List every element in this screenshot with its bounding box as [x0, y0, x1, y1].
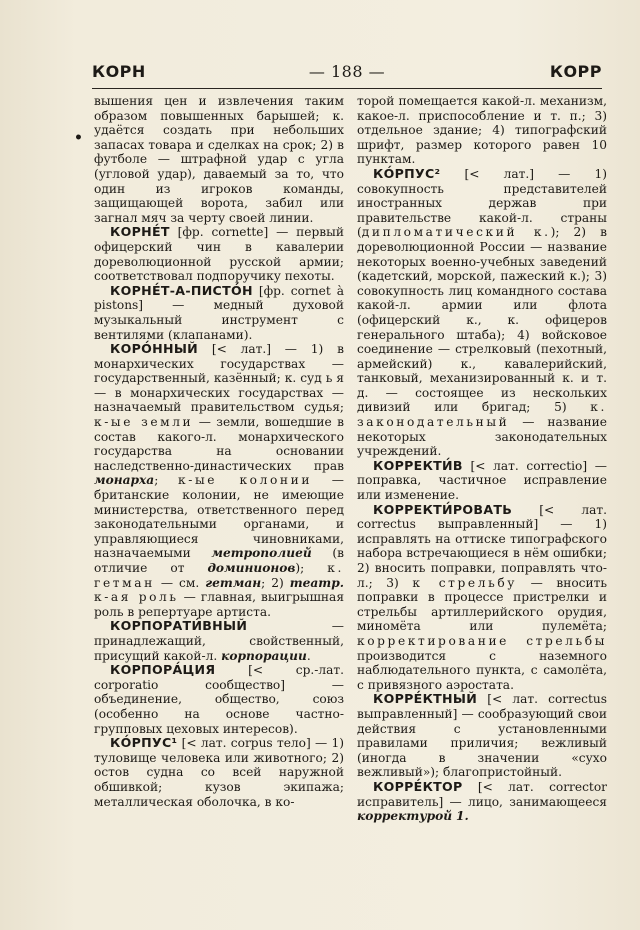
page-number: — 188 —	[308, 62, 386, 81]
headword: КОРНЕ́Т	[110, 224, 170, 240]
cross-reference: корректурой	[357, 809, 453, 824]
dictionary-entry	[357, 692, 607, 780]
headword: КОРРЕ́КТНЫЙ	[373, 691, 478, 707]
entry-text: вышения цен и извлечения таким образом повышенных барышей; к. удаётся создать при небольших запасах товара и сделках на срок; 2) в футболе — штрафной удар с угла (угловой удар), даваемый за то, что один из игроков команды, защищающей ворота, забил или загнал мяч за черту своей линии.	[94, 94, 344, 225]
spaced-phrase: к-ые колонии	[178, 473, 313, 488]
headword: КО́РПУС²	[373, 165, 441, 181]
entry-text: );	[295, 561, 328, 575]
dictionary-entry	[357, 780, 607, 824]
entry-text: — название некоторых законодательных учреждений.	[357, 415, 607, 459]
dictionary-entry	[94, 663, 344, 736]
cross-reference: монарха	[94, 473, 155, 488]
spaced-phrase: к. законодательный	[357, 400, 607, 430]
cross-reference: корпорации	[221, 648, 307, 663]
entry-text: (в отличие от	[94, 546, 344, 575]
page-header	[92, 62, 602, 88]
entry-text: — земли, вошедшие в состав какого-л. монархического государства на основании наследственно-династических прав	[94, 415, 344, 473]
spaced-phrase: корректирование стрельбы	[357, 633, 607, 648]
entry-text: [< лат.] — 1) в монархических государствах — государственный, казённый; к. суд ь я	[94, 342, 344, 386]
entry-text: [< лат.] — 1) совокупность представителей иностранных держав при правительстве какой-л. страны (	[357, 166, 607, 240]
entry-text: — в монархических государствах — назначаемый правительством судья;	[94, 385, 344, 415]
entry-text: [< лат. correctus выправленный] — 1) исправлять на оттиске типографского набора встречающиеся в нём ошибки; 2) вносить поправки, поправлять что-л.; 3)	[357, 502, 607, 590]
headword: КОРРЕКТИ́В	[373, 457, 463, 473]
headword: КОРРЕКТИ́РОВАТЬ	[373, 501, 513, 517]
cross-reference: метрополией	[211, 546, 312, 561]
entry-continuation	[94, 94, 344, 225]
entry-text: [< ср.-лат. corporatio сообщество] — объединение, общество, союз (особенно на основе частно-групповых цеховых интересов).	[94, 663, 344, 736]
entry-text: ;	[154, 473, 179, 488]
headword: КОРНЕ́Т-А-ПИСТО́Н	[110, 282, 253, 298]
entry-text: — британские колонии, не имеющие министерства, ответственного перед законодательными органами, и управляющиеся чиновниками, назначаемыми	[94, 473, 344, 561]
entry-text: производится с наземного наблюдательного пункта, с самолёта, с привязного аэростата.	[357, 648, 607, 692]
entry-text: — главная, выигрышная роль в репертуаре артиста.	[94, 590, 345, 619]
headword: КОРПОРАТИ́ВНЫЙ	[110, 618, 248, 634]
entry-text: ; 2)	[261, 575, 290, 590]
spaced-phrase: к-ая роль	[94, 590, 179, 605]
right-column	[357, 94, 607, 824]
spaced-phrase: дипломатический к.	[361, 225, 551, 240]
entry-text: [фр. cornet à pistons] — медный духовой музыкальный инструмент с вентилями (клапанами).	[94, 283, 344, 342]
entry-text: — принадлежащий, свойственный, присущий какой-л.	[94, 619, 344, 663]
entry-text: — см.	[154, 575, 206, 590]
dictionary-entry	[94, 619, 344, 663]
entry-text: — вносить поправки в процессе пристрелки и стрельбы артиллерийского орудия, миномёта или пулемёта;	[357, 575, 607, 634]
entry-continuation	[357, 94, 607, 167]
header-right-guideword: КОРР	[549, 62, 602, 81]
dictionary-entry	[94, 342, 344, 619]
entry-text: [< лат. correctio] — поправка, частичное исправление или изменение.	[357, 458, 607, 503]
spaced-phrase: к-ые земли	[94, 415, 194, 430]
entry-text: ); 2) в дореволюционной России — название некоторых военно-учебных заведений (кадетский, морской, пажеский к.); 3) совокупность лиц командного состава какой-л. армии или флота (офицерский к., к. офицеров генерального штаба); 4) войсковое соединение — стрелковый (пехотный, армейский) к., кавалерийский, танковый, механизированный к. и т. д. — состоящее из нескольких дивизий или бригад; 5)	[357, 225, 607, 415]
spaced-phrase: к. гетман	[94, 561, 344, 590]
cross-reference: театр.	[289, 575, 344, 590]
entry-text: [< лат. correctus выправленный] — сообразующий свои действия с установленными правилами приличия; вежливый (иногда в значении «сухо вежливый»); благопристойный.	[357, 692, 607, 780]
entry-text: [фр. cornette] — первый офицерский чин в кавалерии дореволюционной русской армии; соответствовал подпоручику пехоты.	[94, 225, 344, 284]
dictionary-entry	[94, 225, 344, 283]
dictionary-entry	[94, 284, 344, 342]
dictionary-entry	[357, 503, 607, 693]
spaced-phrase: к стрельбу	[412, 575, 518, 590]
left-column	[94, 94, 344, 809]
cross-reference: 1.	[456, 809, 469, 824]
header-left-guideword: КОРН	[92, 62, 146, 81]
headword: КОРРЕ́КТОР	[373, 778, 463, 794]
cross-reference: гетман	[205, 575, 262, 590]
header-rule	[92, 88, 602, 89]
dictionary-entry	[94, 736, 344, 809]
cross-reference: доминионов	[207, 561, 296, 575]
entry-text: [< лат. corrector исправитель] — лицо, занимающееся	[357, 779, 607, 809]
margin-mark: •	[74, 130, 83, 146]
headword: КОРО́ННЫЙ	[110, 341, 199, 357]
entry-text: .	[306, 648, 311, 663]
headword: КОРПОРА́ЦИЯ	[110, 662, 216, 678]
entry-text: [< лат. corpus тело] — 1) туловище человека или животного; 2) остов судна со всей наружной обшивкой; кузов экипажа; металлическая оболочка, в ко-	[94, 736, 344, 809]
headword: КО́РПУС¹	[110, 735, 178, 751]
entry-text: торой помещается какой-л. механизм, какое-л. приспособление и т. п.; 3) отдельное здание; 4) типографский шрифт, размер которого равен 10 пунктам.	[357, 94, 607, 167]
dictionary-entry	[357, 167, 607, 459]
dictionary-entry	[357, 459, 607, 503]
